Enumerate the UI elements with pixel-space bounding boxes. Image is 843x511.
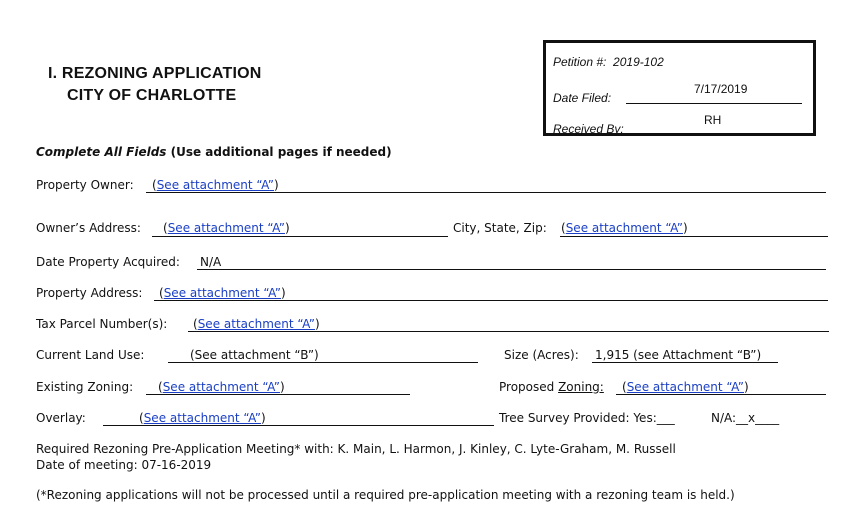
existing-zoning-underline [146,394,410,395]
size-acres-label: Size (Acres): [504,348,579,362]
received-by-underline [641,134,799,135]
tax-parcel-underline [188,331,829,332]
size-acres-underline [592,362,778,363]
overlay-label: Overlay: [36,411,86,425]
received-by-value[interactable]: RH [704,113,722,127]
size-acres-value[interactable]: 1,915 (see Attachment “B”) [595,348,762,362]
city-state-zip-link[interactable]: See attachment “A” [565,221,684,235]
petition-number: 2019-102 [613,55,664,69]
property-address-underline [154,300,828,301]
property-address-label: Property Address: [36,286,143,300]
existing-zoning-link[interactable]: See attachment “A” [162,380,281,394]
overlay-link[interactable]: See attachment “A” [143,411,262,425]
tax-parcel-label: Tax Parcel Number(s): [36,317,168,331]
date-acquired-underline [197,269,826,270]
owners-address-underline [152,236,448,237]
tree-survey-na[interactable]: N/A:__x____ [711,411,780,425]
proposed-zoning-field[interactable]: (See attachment “A”) [622,380,749,394]
petition-label: Petition #: 2019-102 [553,55,664,69]
current-land-use-value[interactable]: (See attachment “B”) [190,348,319,362]
city-state-zip-underline [560,236,828,237]
petition-box [543,40,816,136]
form-title-line1: I. REZONING APPLICATION [48,65,262,82]
owners-address-link[interactable]: See attachment “A” [167,221,286,235]
owners-address-field[interactable]: (See attachment “A”) [163,221,290,235]
property-address-link[interactable]: See attachment “A” [163,286,282,300]
instructions [36,145,392,159]
tree-survey-label: Tree Survey Provided: Yes:___ [499,411,675,425]
instructions-italic: Complete All Fields [36,145,167,159]
date-filed-value[interactable]: 7/17/2019 [694,82,748,96]
footnote: (*Rezoning applications will not be processed until a required pre-application meeting with a rezoning team is held.) [36,488,735,502]
current-land-use-label: Current Land Use: [36,348,145,362]
date-acquired-label: Date Property Acquired: [36,255,180,269]
received-by-label: Received By: [553,122,624,136]
instructions-rest: (Use additional pages if needed) [166,145,392,159]
owners-address-label: Owner’s Address: [36,221,141,235]
form-title-line2: CITY OF CHARLOTTE [67,87,237,104]
city-state-zip-label: City, State, Zip: [453,221,547,235]
meeting-date: Date of meeting: 07-16-2019 [36,458,212,472]
property-owner-label: Property Owner: [36,178,134,192]
property-address-field[interactable]: (See attachment “A”) [159,286,286,300]
proposed-zoning-link[interactable]: See attachment “A” [626,380,745,394]
current-land-use-underline [168,362,478,363]
city-state-zip-field[interactable]: (See attachment “A”) [561,221,688,235]
date-filed-label: Date Filed: [553,91,612,105]
proposed-zoning-label: Proposed Zoning: [499,380,604,394]
tax-parcel-link[interactable]: See attachment “A” [197,317,316,331]
property-owner-link[interactable]: See attachment “A” [156,178,275,192]
existing-zoning-label: Existing Zoning: [36,380,134,394]
existing-zoning-field[interactable]: (See attachment “A”) [158,380,285,394]
tax-parcel-field[interactable]: (See attachment “A”) [193,317,320,331]
property-owner-field[interactable]: (See attachment “A”) [152,178,279,192]
date-filed-underline [626,103,802,104]
pre-application-meeting: Required Rezoning Pre-Application Meeting* with: K. Main, L. Harmon, J. Kinley, C. Lyte-Graham, M. Russell [36,442,676,456]
proposed-zoning-underline [616,394,826,395]
date-acquired-value[interactable]: N/A [200,255,222,269]
overlay-underline [103,425,494,426]
overlay-field[interactable]: (See attachment “A”) [139,411,266,425]
property-owner-underline [146,192,826,193]
